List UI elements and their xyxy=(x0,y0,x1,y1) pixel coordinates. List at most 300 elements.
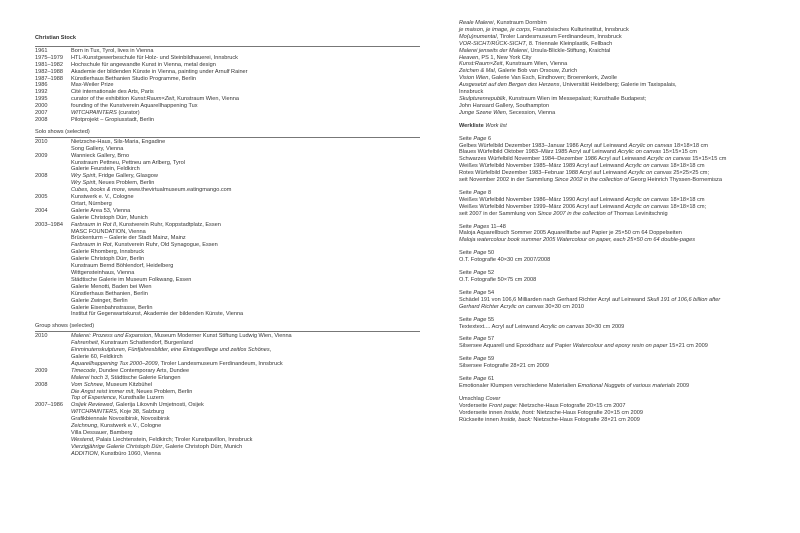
work-entry xyxy=(459,224,779,245)
text-segment: Skull 191 of 106,6 billion after xyxy=(646,296,721,303)
year-label xyxy=(35,215,71,222)
text-segment: Malerei: Prozess und Expansion xyxy=(71,333,152,340)
solo-shows-title: Solo shows (selected) xyxy=(35,128,90,135)
year-label xyxy=(35,451,71,458)
year-label xyxy=(35,146,71,153)
text-segment: Kunstwerk e. V., Cologne xyxy=(71,194,134,201)
year-label xyxy=(35,270,71,277)
year-label: 2009 xyxy=(35,367,48,374)
text-segment: Skulpturenrepublik xyxy=(459,95,506,102)
list-item xyxy=(35,48,420,55)
text-segment: 55 xyxy=(486,316,495,323)
item-text xyxy=(71,173,158,180)
text-segment: Rotes Würfelbild Dezember 1983–Februar 1988 Acryl auf Leinwand xyxy=(459,170,629,177)
text-segment: , Galerie Van Esch, Eindhoven; Broerenkerk, Zwolle xyxy=(488,75,618,82)
year-label: 1982–1988 xyxy=(35,68,63,75)
text-segment: Heaven xyxy=(459,54,479,61)
text-segment: , Kunstraum Dornbirn xyxy=(493,20,547,26)
text-segment: 15×15×15 cm xyxy=(661,149,697,156)
list-item xyxy=(35,311,420,318)
text-segment: 30×30 cm 2010 xyxy=(543,303,584,310)
list-item xyxy=(35,117,420,124)
text-segment: Page xyxy=(473,356,487,363)
work-entry xyxy=(459,136,779,184)
text-segment: Wry Spirit xyxy=(71,173,96,180)
text-segment: Galerie Feurstein, Feldkirch xyxy=(71,166,140,173)
text-segment: Kunstraum Bernd Böhlendorf, Heidelberg xyxy=(71,263,174,270)
list-item xyxy=(35,444,420,451)
list-item xyxy=(459,20,779,27)
list-item xyxy=(35,208,420,215)
year-label xyxy=(35,395,71,402)
item-text xyxy=(71,311,243,318)
item-text xyxy=(71,82,113,89)
text-segment: , Fridge Gallery, Glasgow xyxy=(95,173,158,180)
text-segment: Aquarellhappening Tux 2000–2009 xyxy=(71,360,158,367)
item-text xyxy=(71,222,221,229)
year-label: 2010 xyxy=(35,138,48,145)
text-segment: Maloja Aquarellbuch Sommer 2005 Aquarellfarbe auf Papier je 25×50 cm 64 Doppelseiten xyxy=(459,230,682,237)
text-segment: Galerie Christoph Dürr, Berlin xyxy=(71,256,145,263)
list-item xyxy=(35,173,420,180)
text-segment: Page xyxy=(473,289,487,296)
list-item xyxy=(459,75,779,82)
list-item xyxy=(35,229,420,236)
text-segment: Brückenturm – Galerie der Stadt Mainz, Mainz xyxy=(71,235,186,242)
text-segment: Page xyxy=(473,316,487,323)
text-segment: Weißes Würfelbild November 1986–März 1990 Acryl auf Leinwand xyxy=(459,196,626,203)
text-segment: Nietzsche-Haus, Sils-Maria, Engadine xyxy=(71,138,166,145)
text-segment: , PS 1, New York City xyxy=(478,54,532,61)
text-segment: ADDITION xyxy=(71,450,98,457)
item-text xyxy=(71,409,164,416)
list-item xyxy=(35,222,420,229)
text-segment: , Kunstverein Ruhr, Koppstadtplatz, Essen xyxy=(116,221,221,228)
work-line xyxy=(459,250,779,257)
text-segment: Junge Szene Wien xyxy=(459,109,506,116)
text-segment: Seite xyxy=(459,356,474,363)
text-segment: 15×15×15 cm xyxy=(690,156,727,163)
text-segment: founding of the Kunstverein Aquarellhappening Tux xyxy=(71,103,198,110)
work-line xyxy=(459,396,779,403)
text-segment: Künstlerhaus Bethanien Studio Programme, Berlin xyxy=(71,75,196,82)
text-segment: , Secession, Vienna xyxy=(505,109,556,116)
work-line xyxy=(459,211,779,218)
year-label xyxy=(35,354,71,361)
year-label: 2007–1986 xyxy=(35,402,63,409)
text-segment: 18×18×18 cm xyxy=(672,142,709,149)
work-line xyxy=(459,376,779,383)
text-segment: Georg Heinrich Thyssen-Bornemisza xyxy=(628,177,722,184)
work-entry xyxy=(459,317,779,331)
text-segment: Kunstraum Pettneu, Pettneu am Arlberg, Tyrol xyxy=(71,159,186,166)
text-segment: , Galerie Bob van Orsouw, Zurich xyxy=(494,68,578,75)
text-segment: Seite xyxy=(459,189,474,196)
year-label xyxy=(35,235,71,242)
text-segment: Top of Experience xyxy=(71,395,116,402)
text-segment: Acrylic on canvas xyxy=(628,142,673,149)
text-segment: Pilotprojekt – Gropiusstadt, Berlin xyxy=(71,116,155,123)
item-text xyxy=(71,361,283,368)
item-text xyxy=(71,305,152,312)
item-text xyxy=(71,110,140,117)
text-segment: Page xyxy=(473,336,487,343)
text-segment: Born in Tux, Tyrol, lives in Vienna xyxy=(71,47,154,54)
list-item xyxy=(35,284,420,291)
text-segment: Weißes Würfelbild November 1999–März 2006 Acryl auf Leinwand xyxy=(459,203,626,210)
text-segment: Galerie Menotti, Baden bei Wien xyxy=(71,283,152,290)
artist-name: Christian Stock xyxy=(35,35,77,41)
list-item xyxy=(35,451,420,458)
list-item xyxy=(35,361,420,368)
text-segment: Akademie der bildenden Künste in Vienna, painting under Arnulf Rainer xyxy=(71,68,248,75)
text-segment: Acrylic on canvas xyxy=(617,149,662,156)
text-segment: MASC FOUNDATION, Vienna xyxy=(71,228,146,235)
item-text xyxy=(71,69,248,76)
item-text xyxy=(71,333,292,340)
list-item xyxy=(35,416,420,423)
year-label xyxy=(35,361,71,368)
year-label: 1975–1979 xyxy=(35,54,63,61)
text-segment: Cubes, books & more xyxy=(71,187,125,194)
text-segment: Mo(u)numental xyxy=(459,33,497,40)
year-label: 2010 xyxy=(35,333,48,340)
text-segment: je maison, je image, je corps xyxy=(459,26,530,33)
text-segment: Schädel 191 von 106,6 Milliarden nach Gerhard Richter Acryl auf Leinwand xyxy=(459,296,647,303)
text-segment: Page xyxy=(473,250,487,257)
list-item xyxy=(35,430,420,437)
work-entry xyxy=(459,396,779,424)
work-list-title xyxy=(459,123,779,130)
text-segment: 59 xyxy=(486,356,495,363)
list-item xyxy=(35,291,420,298)
text-segment: 18×18×18 cm xyxy=(668,163,705,170)
item-text xyxy=(71,166,140,173)
text-segment: Osijek Reviewed xyxy=(71,402,113,409)
list-item xyxy=(35,263,420,270)
text-segment: Textextext.... Acryl auf Leinwand xyxy=(459,323,541,330)
work-line xyxy=(459,317,779,324)
text-segment: , Neues Problem, Berlin xyxy=(95,180,155,187)
item-text xyxy=(71,270,134,277)
year-label xyxy=(35,444,71,451)
item-text xyxy=(71,117,154,124)
text-segment: Zeichnung xyxy=(71,423,98,430)
list-item xyxy=(459,82,779,89)
text-segment: Weißes Würfelbild November 1985–März 1989 Acryl auf Leinwand xyxy=(459,163,626,170)
list-item xyxy=(35,62,420,69)
year-label xyxy=(35,311,71,318)
text-segment: 18×18×18 cm; xyxy=(668,203,707,210)
solo-shows-list xyxy=(35,139,420,319)
list-item xyxy=(35,256,420,263)
year-label xyxy=(35,277,71,284)
text-segment: 8 xyxy=(486,189,492,196)
text-segment: O.T. Fotografie 50×75 cm 2008 xyxy=(459,277,537,283)
item-text xyxy=(71,62,216,69)
text-segment: , Koje 38, Salzburg xyxy=(116,409,165,416)
year-label: 1981–1982 xyxy=(35,61,63,68)
list-item xyxy=(35,146,420,153)
text-segment: , xyxy=(269,347,272,354)
text-segment: 2009 xyxy=(675,382,690,389)
text-segment: 50 xyxy=(486,250,495,257)
list-item xyxy=(459,96,779,103)
text-segment: Zeichen & Mal xyxy=(459,68,495,75)
text-segment: , Dundee Contemporary Arts, Dundee xyxy=(95,367,190,374)
year-label xyxy=(35,242,71,249)
text-segment: Rückseite innen xyxy=(459,416,501,423)
work-line xyxy=(459,190,779,197)
item-text xyxy=(71,194,134,201)
left-column xyxy=(35,35,420,458)
text-segment: Galerie Area 53, Vienna xyxy=(71,207,131,214)
work-line xyxy=(459,136,779,143)
year-label: 2003–1984 xyxy=(35,221,63,228)
item-text xyxy=(71,249,144,256)
year-label xyxy=(35,249,71,256)
text-segment: , Neues Problem, Berlin xyxy=(133,388,193,395)
list-item xyxy=(35,437,420,444)
text-segment: 54 xyxy=(486,289,495,296)
list-item xyxy=(35,375,420,382)
list-item xyxy=(35,382,420,389)
list-item xyxy=(35,249,420,256)
text-segment: Page xyxy=(473,270,487,277)
work-line xyxy=(459,197,779,204)
group-shows-list xyxy=(35,333,420,457)
text-segment: Acrylic on canvas xyxy=(625,163,669,170)
text-segment: , Kunstraum Wien im Messepalast; Kunsthalle Budapest; xyxy=(505,95,647,102)
item-text xyxy=(71,256,144,263)
list-item xyxy=(35,194,420,201)
text-segment: Innsbruck xyxy=(459,89,484,96)
list-item xyxy=(35,166,420,173)
list-item xyxy=(35,201,420,208)
list-item xyxy=(35,389,420,396)
text-segment: Song Gallery, Vienna xyxy=(71,145,124,152)
work-line xyxy=(459,156,779,163)
text-segment: Vierzigjährige Galerie Christoph Dürr xyxy=(71,443,163,450)
text-segment: Farbraum in Rot xyxy=(71,242,112,249)
list-item xyxy=(459,68,779,75)
text-segment: seit November 2002 in der Sammlung xyxy=(459,177,555,184)
year-label: 1986 xyxy=(35,82,48,89)
text-segment: Seite xyxy=(459,336,474,343)
work-line xyxy=(459,143,779,150)
text-segment: Künstlerhaus Bethanien, Berlin xyxy=(71,290,148,297)
item-text xyxy=(71,395,164,402)
text-segment: , Palais Liechtenstein, Feldkirch; Tiroler Kunstpavillon, Innsbruck xyxy=(92,436,253,443)
work-line xyxy=(459,336,779,343)
year-label xyxy=(35,201,71,208)
text-segment: Max-Weiler Prize xyxy=(71,82,114,89)
item-text xyxy=(71,423,161,430)
list-item xyxy=(35,180,420,187)
year-label xyxy=(35,291,71,298)
item-text xyxy=(71,242,218,249)
list-item xyxy=(35,333,420,340)
text-segment: Kunst:Raum×Zeit xyxy=(130,96,175,103)
text-segment: Nietzsche-Haus Fotografie 20×15 cm 2009 xyxy=(534,409,643,416)
list-item xyxy=(35,160,420,167)
text-segment: Reale Malerei xyxy=(459,20,494,26)
text-segment: 52 xyxy=(486,270,495,277)
year-label: 1992 xyxy=(35,89,48,96)
text-segment: Acrylic on canvas xyxy=(628,170,672,177)
year-label xyxy=(35,437,71,444)
work-line xyxy=(459,324,779,331)
text-segment: Seite xyxy=(459,270,474,277)
text-segment: , Kunstwerk e.V., Cologne xyxy=(97,423,162,430)
text-segment: 11–48 xyxy=(489,223,506,230)
text-segment: Silsersee Aquarell und Epoxidharz auf Papier xyxy=(459,343,573,350)
text-segment: Acrylic on canvas xyxy=(540,323,584,330)
text-segment: Emotional Nuggets of various materials xyxy=(577,382,676,389)
text-segment: Wittgensteinhaus, Vienna xyxy=(71,270,135,276)
work-entry xyxy=(459,376,779,390)
year-label: 1987–1988 xyxy=(35,75,63,82)
item-text xyxy=(71,103,198,110)
year-label xyxy=(35,256,71,263)
text-segment: Cover xyxy=(485,395,501,402)
text-segment: 61 xyxy=(486,376,495,383)
list-item xyxy=(35,235,420,242)
list-item xyxy=(459,103,779,110)
text-segment: Thomas Levinitschnig xyxy=(612,210,668,217)
work-line xyxy=(459,224,779,231)
item-text xyxy=(71,208,130,215)
list-item xyxy=(459,27,779,34)
item-text xyxy=(71,375,180,382)
text-segment: Blaues Würfelbild Oktober 1983–März 1985 Acryl auf Leinwand xyxy=(459,149,618,156)
text-segment: Page xyxy=(473,189,487,196)
work-line xyxy=(459,356,779,363)
work-line xyxy=(459,363,779,370)
text-segment: Werkliste xyxy=(459,122,484,129)
text-segment: Seite xyxy=(459,135,474,142)
year-label: 2008 xyxy=(35,381,48,388)
text-segment: Acrylic on canvas xyxy=(625,203,669,210)
text-segment: , Universität Heidelberg; Galerie im Taxispalais, xyxy=(559,82,677,89)
work-line xyxy=(459,177,779,184)
text-segment: Vom Schnee xyxy=(71,381,103,388)
text-segment: , Kunstraum Wien, Vienna xyxy=(502,61,568,68)
list-item xyxy=(35,139,420,146)
work-line xyxy=(459,230,779,237)
work-entry xyxy=(459,270,779,284)
year-label xyxy=(35,166,71,173)
year-label xyxy=(35,263,71,270)
list-item xyxy=(35,395,420,402)
text-segment: O.T. Fotografie 40×30 cm 2007/2008 xyxy=(459,257,551,264)
work-line xyxy=(459,257,779,264)
text-segment: seit 2007 in der Sammlung von xyxy=(459,210,538,217)
text-segment: Inside, front: xyxy=(504,409,535,416)
list-item xyxy=(35,305,420,312)
work-line xyxy=(459,304,779,311)
list-item xyxy=(459,34,779,41)
text-segment: Acrylic on canvas xyxy=(647,156,691,163)
text-segment: Seite xyxy=(459,223,474,230)
item-text xyxy=(71,153,129,160)
year-label: 2009 xyxy=(35,152,48,159)
text-segment: , 8. Triennale Kleinplastik, Fellbach xyxy=(525,40,613,47)
text-segment: Galerie 60, Feldkirch xyxy=(71,353,123,360)
list-item xyxy=(35,340,420,347)
year-label xyxy=(35,305,71,312)
year-label xyxy=(35,416,71,423)
text-segment: Galerie Zwinger, Berlin xyxy=(71,297,128,304)
list-item xyxy=(35,76,420,83)
work-line xyxy=(459,383,779,390)
list-item xyxy=(459,110,779,117)
text-segment: Einminutenskulpturen, Fünfjahresbilder, eine Eintagesfliege und zeitlos Schönes xyxy=(71,347,270,354)
text-segment: Pages xyxy=(473,223,490,230)
year-label xyxy=(35,229,71,236)
work-entry xyxy=(459,250,779,264)
text-segment: , Kunstraum Schattendorf, Burgenland xyxy=(97,340,193,347)
year-label xyxy=(35,423,71,430)
work-line xyxy=(459,237,779,244)
text-segment: , Tiroler Landesmuseum Ferdinandeum, Innsbruck xyxy=(496,33,622,40)
list-item xyxy=(35,215,420,222)
text-segment: Die Angst reist immer mit xyxy=(71,388,134,395)
item-text xyxy=(71,89,154,96)
text-segment: WITCHPAINTERS xyxy=(71,110,117,117)
text-segment: , Kunstraum Wien, Vienna xyxy=(174,96,239,103)
item-text xyxy=(71,354,123,361)
text-segment: Umschlag xyxy=(459,395,486,402)
year-label xyxy=(35,347,71,354)
list-item xyxy=(35,187,420,194)
text-segment: Inside, back: xyxy=(500,416,532,423)
text-segment: Acrylic on canvas xyxy=(625,196,669,203)
text-segment: Galerie Eisenbahnstrasse, Berlin xyxy=(71,304,153,311)
work-list xyxy=(459,136,779,424)
text-segment: Emotionaler Klumpen verschiedene Materialien xyxy=(459,382,578,389)
text-segment: Watercolour and epoxy resin on paper xyxy=(572,343,668,350)
text-segment: , Französisches Kulturinstitut, Innsbruck xyxy=(529,26,629,33)
work-line xyxy=(459,343,779,350)
text-segment: , Galerija Likovnih Umjetnosti, Osijek xyxy=(112,402,204,409)
list-item xyxy=(35,55,420,62)
text-segment: curator of the exhibition xyxy=(71,96,131,103)
text-segment: 25×25×25 cm; xyxy=(671,170,710,177)
list-item xyxy=(459,61,779,68)
year-label: 2004 xyxy=(35,207,48,214)
work-line xyxy=(459,297,779,304)
list-item xyxy=(35,298,420,305)
text-segment: Galerie Rhomberg, Innsbruck xyxy=(71,249,145,256)
item-text xyxy=(71,229,146,236)
text-segment: John Hansard Gallery, Southampton xyxy=(459,102,550,109)
list-item xyxy=(35,103,420,110)
item-text xyxy=(71,402,204,409)
group-shows-continued-list xyxy=(459,20,779,117)
item-text xyxy=(71,48,154,55)
list-item xyxy=(35,110,420,117)
item-text xyxy=(71,416,170,423)
item-text xyxy=(71,146,123,153)
year-label: 1995 xyxy=(35,96,48,103)
text-segment: Page xyxy=(473,135,487,142)
work-line xyxy=(459,170,779,177)
text-segment: , Museum Moderner Kunst Stiftung Ludwig Wien, Vienna xyxy=(151,333,292,340)
text-segment: Since 2002 in the collection of xyxy=(554,177,629,184)
text-segment: Nietzsche-Haus Fotografie 28×21 cm 2009 xyxy=(531,416,640,423)
text-segment: Cité internationale des Arts, Paris xyxy=(71,89,154,96)
